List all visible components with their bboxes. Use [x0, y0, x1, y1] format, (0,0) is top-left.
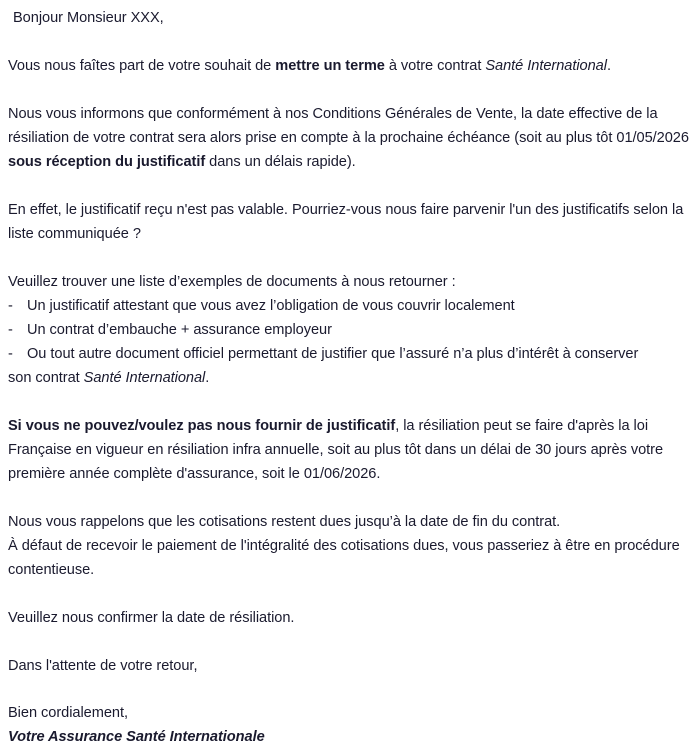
list-intro: Veuillez trouver une liste d’exemples de documents à nous retourner : — [8, 274, 456, 290]
list-continuation-line — [8, 366, 691, 390]
spacer — [8, 390, 691, 414]
bullet-dash-icon: - — [8, 346, 13, 362]
lc-part-2: . — [205, 370, 210, 386]
list-item — [8, 342, 691, 366]
bullet-dash-icon: - — [8, 298, 13, 314]
p1-bold-terminate: mettre un terme — [275, 58, 385, 74]
paragraph-dues-reminder-line-1: Nous vous rappelons que les cotisations restent dues jusqu’à la date de fin du contrat. — [8, 514, 561, 530]
p2-part-1: Nous vous informons que conformément à nos Conditions Générales de Vente, la date effective de la résiliation de votre contrat sera alors prise en compte à la prochaine échéance (soit au plus tôt 01/05/2026 — [8, 106, 689, 146]
p4-bold-no-justification: Si vous ne pouvez/voulez pas nous fournir de justificatif — [8, 418, 396, 434]
paragraph-confirm-date: Veuillez nous confirmer la date de résiliation. — [8, 610, 295, 626]
greeting-line — [8, 6, 691, 30]
greeting-text: Bonjour Monsieur XXX, — [13, 10, 164, 26]
spacer — [8, 630, 691, 654]
document-examples-list — [8, 294, 691, 366]
spacer — [8, 246, 691, 270]
bullet-dash-icon: - — [8, 322, 13, 338]
p1-italic-contract-name: Santé International — [485, 58, 607, 74]
paragraph-effective-date — [8, 102, 691, 174]
spacer — [8, 78, 691, 102]
paragraph-awaiting-reply: Dans l'attente de votre retour, — [8, 658, 198, 674]
paragraph-termination-request — [8, 54, 691, 78]
spacer — [8, 30, 691, 54]
list-item-label: Un justificatif attestant que vous avez l’obligation de vous couvrir localement — [27, 298, 515, 314]
p2-part-2: dans un délais rapide). — [205, 154, 356, 170]
lc-italic-contract-name: Santé International — [83, 370, 206, 386]
lc-part-1: son contrat — [8, 370, 84, 386]
spacer — [8, 582, 691, 606]
list-item — [8, 318, 691, 342]
p1-part-3: . — [606, 58, 611, 74]
spacer — [8, 486, 691, 510]
list-item — [8, 294, 691, 318]
closing-line: Bien cordialement, — [8, 705, 128, 721]
list-item-label: Un contrat d’embauche + assurance employeur — [27, 322, 332, 338]
paragraph-invalid-document: En effet, le justificatif reçu n'est pas valable. Pourriez-vous nous faire parvenir l'un des justificatifs selon la liste communiquée ? — [8, 202, 684, 242]
p1-part-1: Vous nous faîtes part de votre souhait de — [8, 58, 276, 74]
p4-part-1: , la résiliation peut se faire d'après la loi Française en vigueur en résiliation infra annuelle, soit au plus tôt dans un délai de 30 jours après votre première année complète d'assurance, soit le 01/06/2026. — [8, 418, 664, 482]
paragraph-no-justification-clause — [8, 414, 691, 486]
p2-bold-receipt-condition: sous réception du justificatif — [8, 154, 206, 170]
spacer — [8, 174, 691, 198]
signature-line: Votre Assurance Santé Internationale — [8, 729, 265, 745]
p1-part-2: à votre contrat — [384, 58, 486, 74]
paragraph-dues-reminder-line-2: À défaut de recevoir le paiement de l'intégralité des cotisations dues, vous passeriez à être en procédure contentieuse. — [8, 538, 680, 578]
list-item-label: Ou tout autre document officiel permettant de justifier que l’assuré n’a plus d’intérêt à conserver — [27, 346, 639, 362]
